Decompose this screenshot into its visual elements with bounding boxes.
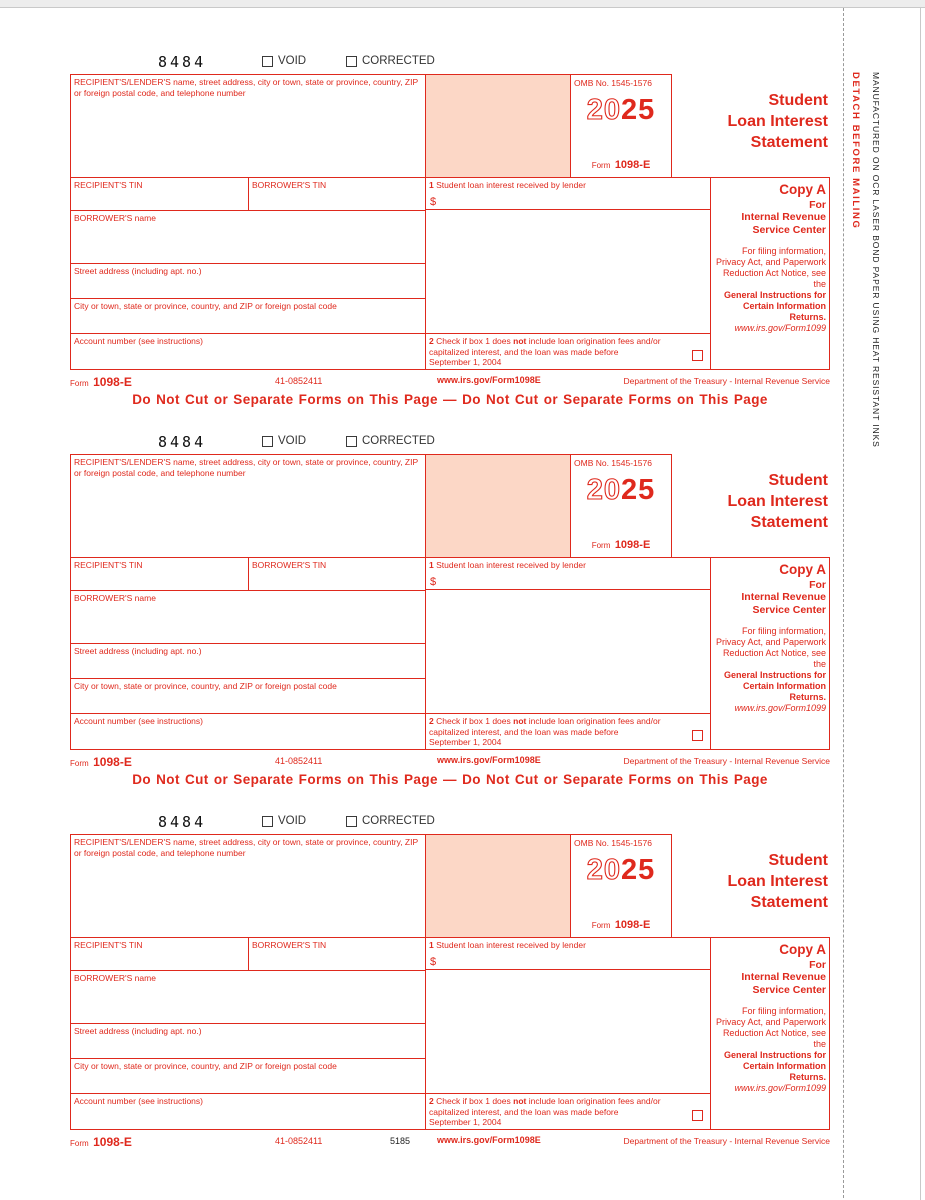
form-number: 1098-E bbox=[614, 919, 651, 931]
borrower-tin-label: BORROWER'S TIN bbox=[252, 940, 327, 950]
corrected-checkbox-group bbox=[346, 55, 435, 67]
form-title bbox=[672, 74, 830, 177]
void-label: VOID bbox=[278, 55, 307, 67]
box2-text-not: not bbox=[513, 716, 527, 726]
copy-a-irs-line: Internal Revenue Service Center bbox=[741, 971, 826, 996]
form-word: Form bbox=[591, 161, 611, 170]
form-title-line2: Loan Interest bbox=[727, 873, 828, 891]
form-1098e-grid bbox=[70, 454, 830, 750]
recipient-tin-field[interactable] bbox=[70, 937, 248, 970]
detach-before-mailing-text: DETACH BEFORE MAILING bbox=[850, 72, 861, 230]
tax-year bbox=[571, 856, 671, 885]
copy-header bbox=[70, 52, 830, 74]
void-checkbox-group bbox=[262, 815, 306, 827]
street-address-label: Street address (including apt. no.) bbox=[74, 266, 202, 276]
box2-text-post: include loan origination fees and/or capitalized interest, and the loan was made before September 1, 2004 bbox=[429, 336, 661, 368]
box2-checkbox[interactable] bbox=[692, 1110, 703, 1121]
box2-checkbox-field bbox=[425, 333, 710, 370]
box1-interest-field[interactable] bbox=[425, 557, 710, 590]
omb-number: OMB No. 1545-1576 bbox=[574, 78, 652, 88]
copy-a-panel bbox=[710, 177, 830, 370]
form-title bbox=[672, 834, 830, 937]
corrected-label: CORRECTED bbox=[362, 815, 435, 827]
copy-a-panel bbox=[710, 937, 830, 1130]
shaded-dropout-box bbox=[425, 454, 570, 557]
box2-checkbox[interactable] bbox=[692, 350, 703, 361]
corrected-checkbox-group bbox=[346, 435, 435, 447]
box1-number: 1 bbox=[429, 940, 434, 950]
form-footer bbox=[70, 1132, 830, 1148]
omb-number: OMB No. 1545-1576 bbox=[574, 838, 652, 848]
form-1098e-copy bbox=[70, 812, 830, 1192]
box2-text-not: not bbox=[513, 1096, 527, 1106]
borrower-tin-label: BORROWER'S TIN bbox=[252, 180, 327, 190]
shaded-dropout-box bbox=[425, 834, 570, 937]
dollar-sign: $ bbox=[430, 196, 437, 208]
box2-text-pre: Check if box 1 does bbox=[436, 1096, 514, 1106]
form-number: 1098-E bbox=[614, 159, 651, 171]
tax-year-suffix: 25 bbox=[621, 94, 656, 126]
perforation-dashed-line bbox=[843, 8, 844, 1198]
paper-edge-top-line bbox=[0, 7, 925, 8]
copy-a-irs-line: Internal Revenue Service Center bbox=[741, 591, 826, 616]
box2-checkbox[interactable] bbox=[692, 730, 703, 741]
tax-year-suffix: 25 bbox=[621, 854, 656, 886]
account-number-field[interactable] bbox=[70, 333, 425, 370]
form-footer bbox=[70, 372, 830, 388]
recipient-tin-field[interactable] bbox=[70, 177, 248, 210]
borrower-tin-label: BORROWER'S TIN bbox=[252, 560, 327, 570]
recipient-lender-info-label: RECIPIENT'S/LENDER'S name, street address, city or town, state or province, country, ZIP or foreign postal code, and telephone number bbox=[74, 77, 419, 98]
paper-edge-right-line bbox=[920, 7, 921, 1200]
copy-header bbox=[70, 432, 830, 454]
void-checkbox-group bbox=[262, 55, 306, 67]
form-title-line3: Statement bbox=[750, 134, 828, 152]
omb-year-cell bbox=[570, 74, 672, 177]
ocr-form-code: 8484 bbox=[158, 433, 207, 451]
copy-a-irs-line: Internal Revenue Service Center bbox=[741, 211, 826, 236]
borrower-name-field[interactable] bbox=[70, 970, 425, 1023]
copy-header bbox=[70, 812, 830, 834]
irs-form1099-url: www.irs.gov/Form1099 bbox=[734, 322, 826, 333]
box2-text-pre: Check if box 1 does bbox=[436, 716, 514, 726]
form-1098e-copy bbox=[70, 52, 830, 432]
form-word: Form bbox=[591, 541, 611, 550]
department-line: Department of the Treasury - Internal Revenue Service bbox=[623, 1136, 830, 1146]
borrower-tin-field[interactable] bbox=[248, 937, 425, 970]
corrected-label: CORRECTED bbox=[362, 435, 435, 447]
irs-form1098e-url: www.irs.gov/Form1098E bbox=[437, 1135, 541, 1145]
form-1098e-grid bbox=[70, 834, 830, 1130]
irs-form1098e-url: www.irs.gov/Form1098E bbox=[437, 755, 541, 765]
form-title-line3: Statement bbox=[750, 894, 828, 912]
void-checkbox[interactable] bbox=[262, 56, 273, 67]
irs-form1098e-url: www.irs.gov/Form1098E bbox=[437, 375, 541, 385]
tax-year bbox=[571, 476, 671, 505]
dollar-sign: $ bbox=[430, 956, 437, 968]
street-address-label: Street address (including apt. no.) bbox=[74, 646, 202, 656]
void-checkbox[interactable] bbox=[262, 816, 273, 827]
account-number-field[interactable] bbox=[70, 713, 425, 750]
copy-a-panel bbox=[710, 557, 830, 750]
borrower-name-label: BORROWER'S name bbox=[74, 593, 156, 603]
box2-checkbox-field bbox=[425, 713, 710, 750]
form-title-line1: Student bbox=[768, 852, 828, 869]
do-not-cut-warning: Do Not Cut or Separate Forms on This Page — Do Not Cut or Separate Forms on This Page bbox=[132, 772, 768, 787]
void-checkbox-group bbox=[262, 435, 306, 447]
borrower-tin-field[interactable] bbox=[248, 557, 425, 590]
copy-a-instructions-text: General Instructions for Certain Information Returns. bbox=[723, 670, 826, 702]
form-footer bbox=[70, 752, 830, 768]
recipient-tin-label: RECIPIENT'S TIN bbox=[74, 560, 143, 570]
box1-label bbox=[426, 558, 710, 573]
box1-number: 1 bbox=[429, 560, 434, 570]
box2-number: 2 bbox=[429, 336, 434, 346]
catalog-number: 41-0852411 bbox=[275, 376, 323, 386]
paper-edge-top bbox=[0, 0, 925, 7]
manufactured-notice-text: MANUFACTURED ON OCR LASER BOND PAPER USING HEAT RESISTANT INKS bbox=[871, 72, 881, 448]
account-number-label: Account number (see instructions) bbox=[74, 1096, 203, 1106]
form-title-line1: Student bbox=[768, 92, 828, 109]
copy-a-title: Copy A bbox=[779, 562, 826, 577]
borrower-tin-field[interactable] bbox=[248, 177, 425, 210]
box1-amount-entry-area[interactable] bbox=[425, 590, 710, 713]
box1-amount-entry-area[interactable] bbox=[425, 210, 710, 333]
form-title-line3: Statement bbox=[750, 514, 828, 532]
form-title-line2: Loan Interest bbox=[727, 493, 828, 511]
city-state-zip-label: City or town, state or province, country, and ZIP or foreign postal code bbox=[74, 1061, 337, 1071]
recipient-lender-info-label: RECIPIENT'S/LENDER'S name, street address, city or town, state or province, country, ZIP or foreign postal code, and telephone number bbox=[74, 457, 419, 478]
recipient-lender-info-field[interactable] bbox=[70, 834, 425, 937]
recipient-tin-label: RECIPIENT'S TIN bbox=[74, 180, 143, 190]
box1-label bbox=[426, 178, 710, 193]
box2-label bbox=[426, 714, 710, 750]
void-checkbox[interactable] bbox=[262, 436, 273, 447]
account-number-label: Account number (see instructions) bbox=[74, 336, 203, 346]
street-address-field[interactable] bbox=[70, 1023, 425, 1058]
box2-text-pre: Check if box 1 does bbox=[436, 336, 514, 346]
copy-a-filing-text: For filing information, Privacy Act, and Paperwork Reduction Act Notice, see the bbox=[715, 626, 826, 670]
catalog-number: 41-0852411 bbox=[275, 756, 323, 766]
borrower-name-label: BORROWER'S name bbox=[74, 973, 156, 983]
recipient-tin-field[interactable] bbox=[70, 557, 248, 590]
tax-year-prefix: 20 bbox=[586, 854, 621, 886]
box1-number: 1 bbox=[429, 180, 434, 190]
tax-year-prefix: 20 bbox=[586, 474, 621, 506]
recipient-lender-info-label: RECIPIENT'S/LENDER'S name, street address, city or town, state or province, country, ZIP or foreign postal code, and telephone number bbox=[74, 837, 419, 858]
box2-text-not: not bbox=[513, 336, 527, 346]
corrected-checkbox[interactable] bbox=[346, 816, 357, 827]
box1-interest-field[interactable] bbox=[425, 937, 710, 970]
corrected-checkbox-group bbox=[346, 815, 435, 827]
box1-interest-field[interactable] bbox=[425, 177, 710, 210]
borrower-name-field[interactable] bbox=[70, 590, 425, 643]
account-number-label: Account number (see instructions) bbox=[74, 716, 203, 726]
department-line: Department of the Treasury - Internal Revenue Service bbox=[623, 756, 830, 766]
recipient-tin-label: RECIPIENT'S TIN bbox=[74, 940, 143, 950]
omb-number: OMB No. 1545-1576 bbox=[574, 458, 652, 468]
corrected-label: CORRECTED bbox=[362, 55, 435, 67]
footer-form-number: Form 1098-E bbox=[70, 1135, 132, 1149]
street-address-field[interactable] bbox=[70, 643, 425, 678]
box2-number: 2 bbox=[429, 716, 434, 726]
irs-form1099-url: www.irs.gov/Form1099 bbox=[734, 1082, 826, 1093]
department-line: Department of the Treasury - Internal Revenue Service bbox=[623, 376, 830, 386]
plate-number: 5185 bbox=[390, 1136, 411, 1146]
form-number-line bbox=[571, 535, 671, 553]
copy-a-instructions-text: General Instructions for Certain Information Returns. bbox=[723, 290, 826, 322]
copy-a-instructions-text: General Instructions for Certain Information Returns. bbox=[723, 1050, 826, 1082]
city-state-zip-field[interactable] bbox=[70, 678, 425, 713]
copy-a-filing-text: For filing information, Privacy Act, and Paperwork Reduction Act Notice, see the bbox=[715, 1006, 826, 1050]
box1-amount-entry-area[interactable] bbox=[425, 970, 710, 1093]
form-title-line2: Loan Interest bbox=[727, 113, 828, 131]
omb-year-cell bbox=[570, 454, 672, 557]
box1-label bbox=[426, 938, 710, 953]
catalog-number: 41-0852411 bbox=[275, 1136, 323, 1146]
box2-text-post: include loan origination fees and/or capitalized interest, and the loan was made before September 1, 2004 bbox=[429, 716, 661, 748]
form-1098e-copy bbox=[70, 432, 830, 812]
void-label: VOID bbox=[278, 435, 307, 447]
do-not-cut-warning: Do Not Cut or Separate Forms on This Page — Do Not Cut or Separate Forms on This Page bbox=[132, 392, 768, 407]
void-label: VOID bbox=[278, 815, 307, 827]
copy-a-title: Copy A bbox=[779, 942, 826, 957]
box2-number: 2 bbox=[429, 1096, 434, 1106]
form-number-line bbox=[571, 155, 671, 173]
copy-a-title: Copy A bbox=[779, 182, 826, 197]
form-number: 1098-E bbox=[614, 539, 651, 551]
box2-label bbox=[426, 1094, 710, 1130]
street-address-field[interactable] bbox=[70, 263, 425, 298]
box1-label-text: Student loan interest received by lender bbox=[436, 180, 586, 190]
tax-year-prefix: 20 bbox=[586, 94, 621, 126]
city-state-zip-label: City or town, state or province, country, and ZIP or foreign postal code bbox=[74, 301, 337, 311]
box1-label-text: Student loan interest received by lender bbox=[436, 940, 586, 950]
city-state-zip-field[interactable] bbox=[70, 1058, 425, 1093]
form-title bbox=[672, 454, 830, 557]
account-number-field[interactable] bbox=[70, 1093, 425, 1130]
footer-form-number: Form 1098-E bbox=[70, 375, 132, 389]
omb-year-cell bbox=[570, 834, 672, 937]
box2-checkbox-field bbox=[425, 1093, 710, 1130]
ocr-form-code: 8484 bbox=[158, 53, 207, 71]
borrower-name-label: BORROWER'S name bbox=[74, 213, 156, 223]
copy-a-for-line: For bbox=[809, 579, 826, 591]
copy-a-for-line: For bbox=[809, 199, 826, 211]
recipient-lender-info-field[interactable] bbox=[70, 74, 425, 177]
copy-a-filing-text: For filing information, Privacy Act, and Paperwork Reduction Act Notice, see the bbox=[715, 246, 826, 290]
recipient-lender-info-field[interactable] bbox=[70, 454, 425, 557]
corrected-checkbox[interactable] bbox=[346, 56, 357, 67]
footer-form-number: Form 1098-E bbox=[70, 755, 132, 769]
tax-year bbox=[571, 96, 671, 125]
box1-label-text: Student loan interest received by lender bbox=[436, 560, 586, 570]
irs-form1099-url: www.irs.gov/Form1099 bbox=[734, 702, 826, 713]
tax-year-suffix: 25 bbox=[621, 474, 656, 506]
borrower-name-field[interactable] bbox=[70, 210, 425, 263]
street-address-label: Street address (including apt. no.) bbox=[74, 1026, 202, 1036]
city-state-zip-label: City or town, state or province, country, and ZIP or foreign postal code bbox=[74, 681, 337, 691]
shaded-dropout-box bbox=[425, 74, 570, 177]
copy-a-for-line: For bbox=[809, 959, 826, 971]
form-word: Form bbox=[591, 921, 611, 930]
ocr-form-code: 8484 bbox=[158, 813, 207, 831]
form-1098e-grid bbox=[70, 74, 830, 370]
form-copies bbox=[70, 52, 830, 1192]
box2-label bbox=[426, 334, 710, 370]
box2-text-post: include loan origination fees and/or capitalized interest, and the loan was made before September 1, 2004 bbox=[429, 1096, 661, 1128]
city-state-zip-field[interactable] bbox=[70, 298, 425, 333]
corrected-checkbox[interactable] bbox=[346, 436, 357, 447]
form-title-line1: Student bbox=[768, 472, 828, 489]
form-number-line bbox=[571, 915, 671, 933]
dollar-sign: $ bbox=[430, 576, 437, 588]
